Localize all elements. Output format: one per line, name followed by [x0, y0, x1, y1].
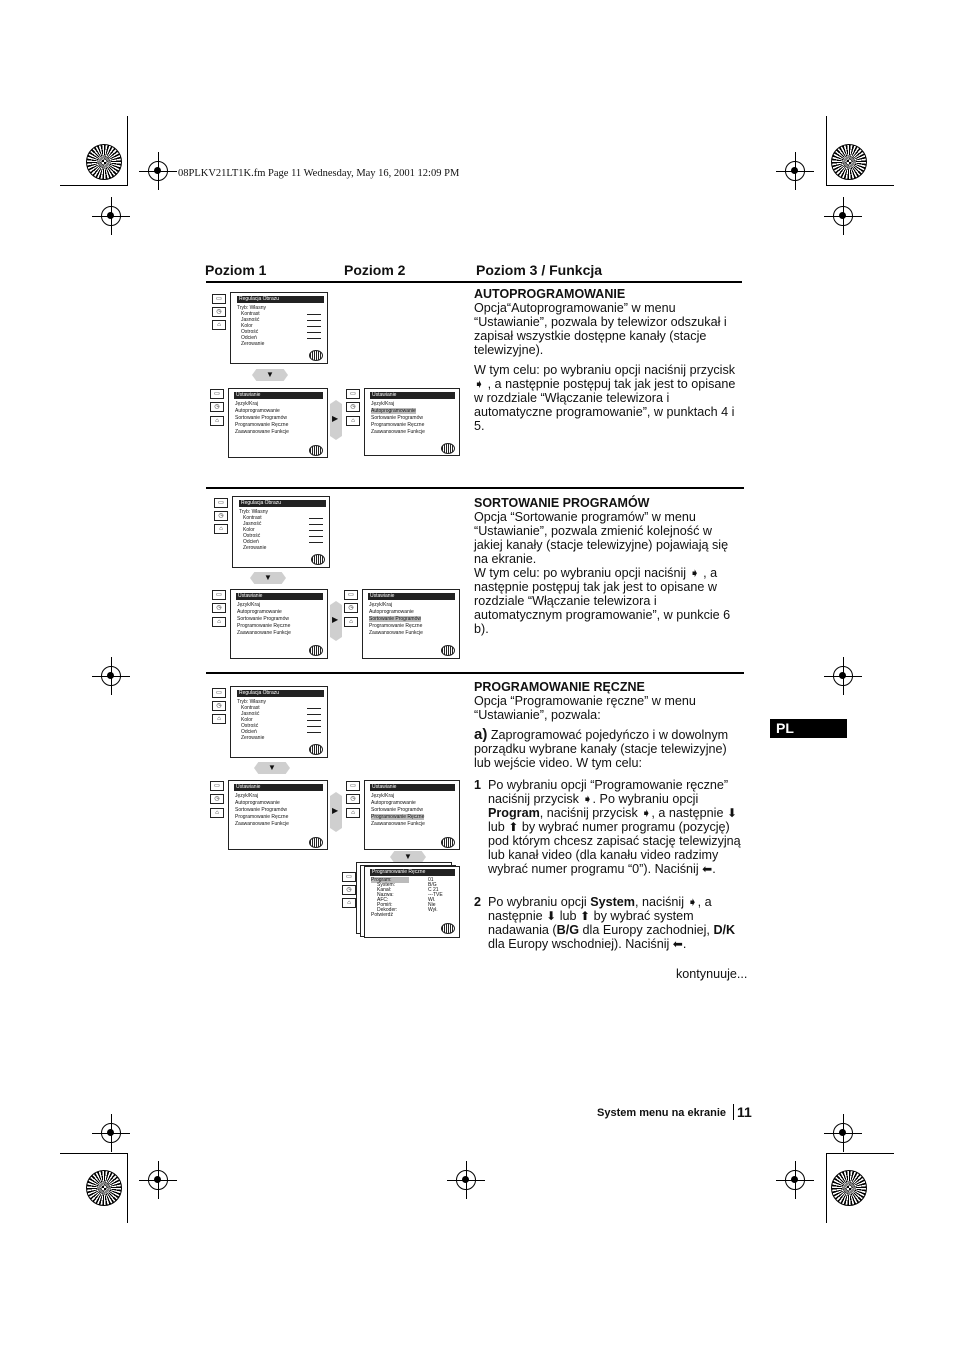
- text: Po wybraniu opcji: [488, 895, 587, 909]
- menu-item: Język/Kraj: [369, 602, 393, 608]
- clock-icon: ◷: [210, 794, 224, 804]
- manual-programming-screen: [364, 866, 460, 938]
- field-value: B/G: [428, 882, 437, 888]
- field-label: Dekoder:: [377, 907, 398, 913]
- crosshair-mark: [148, 1170, 168, 1190]
- text: .: [682, 937, 687, 951]
- menu-item: Tryb: Własny: [237, 305, 266, 311]
- right-arrow-icon: ➧: [474, 377, 485, 391]
- slider-bar: [309, 536, 323, 537]
- slider-bar: [309, 530, 323, 531]
- menu-item: Zaawansowane Funkcje: [371, 821, 425, 827]
- menu-item: Odcień: [241, 335, 257, 341]
- menu-item: Programowanie Ręczne: [371, 422, 425, 428]
- setup-icon: ⌂: [210, 416, 224, 426]
- text: , naciśnij: [635, 895, 685, 909]
- section-title: SORTOWANIE PROGRAMÓW: [474, 496, 650, 510]
- clock-icon: ◷: [344, 603, 358, 613]
- registration-star-bottom-right: [831, 1170, 867, 1206]
- screen-title: Ustawianie: [234, 392, 323, 399]
- field-value: Wł.: [428, 897, 436, 903]
- text: . Po wybraniu opcji: [592, 792, 699, 806]
- menu-item: Programowanie Ręczne: [369, 623, 423, 629]
- ok-button-icon: [441, 837, 455, 848]
- setup-icon: ⌂: [214, 524, 228, 534]
- menu-item: Autoprogramowanie: [369, 609, 414, 615]
- menu-item: Język/Kraj: [371, 401, 395, 407]
- column-level2: Poziom 2: [344, 262, 406, 278]
- ok-button-icon: [309, 350, 323, 361]
- setup-menu-screen: [228, 780, 328, 850]
- item-a: [474, 728, 744, 770]
- menu-item: Ostrość: [241, 723, 259, 729]
- menu-item: Kontrast: [243, 515, 262, 521]
- menu-item: Zerowanie: [243, 545, 267, 551]
- text: dla Europy wschodniej). Naciśnij: [488, 937, 670, 951]
- menu-item: Tryb: Własny: [237, 699, 266, 705]
- menu-item-selected: Sortowanie Programów: [369, 616, 421, 622]
- picture-menu-icon: ▭: [212, 590, 226, 600]
- crop-mark: [60, 1153, 128, 1154]
- setup-icon: ⌂: [212, 320, 226, 330]
- text: , a następnie: [488, 895, 712, 923]
- menu-item: Jasność: [241, 317, 260, 323]
- right-arrow-icon: ➧: [689, 566, 700, 580]
- slider-bar: [309, 542, 323, 543]
- slider-bar: [309, 524, 323, 525]
- menu-item: Autoprogramowanie: [235, 408, 280, 414]
- item-label: a): [474, 726, 488, 743]
- screen-title: Ustawianie: [234, 784, 323, 791]
- menu-item: Kolor: [243, 527, 255, 533]
- crop-mark: [60, 185, 128, 186]
- ok-button-icon: [441, 443, 455, 454]
- text: lub: [559, 909, 577, 923]
- menu-item: Zaawansowane Funkcje: [235, 821, 289, 827]
- picture-menu-icon: ▭: [210, 389, 224, 399]
- menu-item: Sortowanie Programów: [371, 415, 423, 421]
- setup-icon: ⌂: [212, 617, 226, 627]
- section-title: PROGRAMOWANIE RĘCZNE: [474, 680, 645, 694]
- field-value: ---TVE: [428, 892, 443, 898]
- down-arrow-icon: [250, 572, 286, 584]
- text: Program: [488, 806, 540, 820]
- slider-bar: [307, 326, 321, 327]
- down-arrow-icon: ⬇: [726, 806, 738, 820]
- section-manual-programming: [474, 680, 744, 722]
- menu-item: Zaawansowane Funkcje: [235, 429, 289, 435]
- text: lub: [488, 820, 505, 834]
- clock-icon: ◷: [212, 307, 226, 317]
- paragraph: Opcja “Sortowanie programów” w menu “Ustawianie”, pozwala zmienić kolejność w jakiej kanały (stacje telewizyjne) pojawiają się na ekranie.: [474, 510, 729, 566]
- clock-icon: ◷: [346, 794, 360, 804]
- registration-star-top-right: [831, 144, 867, 180]
- registration-star-top-left: [86, 144, 122, 180]
- text: Po wybraniu opcji “Programowanie ręczne” naciśnij przycisk: [488, 778, 729, 806]
- step-number: 1: [474, 778, 482, 792]
- field-label: Nazwa:: [377, 892, 394, 898]
- slider-bar: [307, 720, 321, 721]
- menu-item: Kontrast: [241, 705, 260, 711]
- continue-note: kontynuuje...: [676, 967, 748, 981]
- menu-item: Tryb: Własny: [239, 509, 268, 515]
- menu-item-selected: Autoprogramowanie: [371, 408, 416, 414]
- header-rule: [206, 281, 742, 283]
- picture-menu-icon: ▭: [346, 389, 360, 399]
- slider-bar: [307, 314, 321, 315]
- registration-star-bottom-left: [86, 1170, 122, 1206]
- crosshair-mark: [833, 666, 853, 686]
- slider-bar: [307, 320, 321, 321]
- menu-item: Autoprogramowanie: [235, 800, 280, 806]
- menu-item: Sortowanie Programów: [235, 415, 287, 421]
- paragraph: Opcja“Autoprogramowanie” w menu “Ustawianie”, pozwala by telewizor odszukał i zapisał wszystkie dostępne kanały (stacje telewizyjne).: [474, 301, 727, 357]
- setup-icon: ⌂: [210, 808, 224, 818]
- menu-item: Odcień: [241, 729, 257, 735]
- field-label: AFC:: [377, 897, 389, 903]
- clock-icon: ◷: [342, 885, 356, 895]
- picture-menu-screen: [230, 686, 328, 758]
- text: W tym celu: po wybraniu opcji naciśnij: [474, 566, 687, 580]
- menu-item: Sortowanie Programów: [237, 616, 289, 622]
- left-arrow-icon: ⬅: [702, 862, 713, 876]
- menu-item: Język/Kraj: [235, 793, 259, 799]
- ok-button-icon: [311, 554, 325, 565]
- right-nav-icon: [330, 601, 342, 641]
- text: by wybrać system nadawania (: [488, 909, 694, 937]
- crop-mark: [127, 116, 128, 186]
- ok-button-icon: [441, 923, 455, 934]
- menu-item: Kolor: [241, 323, 253, 329]
- crop-mark: [826, 116, 827, 186]
- up-arrow-icon: ⬆: [580, 909, 591, 923]
- menu-item: Zaawansowane Funkcje: [237, 630, 291, 636]
- page-header: 08PLKV21LT1K.fm Page 11 Wednesday, May 16, 2001 12:09 PM: [178, 168, 460, 179]
- menu-item: Sortowanie Programów: [371, 807, 423, 813]
- text: , a następnie: [651, 806, 724, 820]
- picture-menu-icon: ▭: [342, 872, 356, 882]
- screen-title: Ustawianie: [370, 784, 455, 791]
- paragraph: Opcja “Programowanie ręczne” w menu “Ustawianie”, pozwala:: [474, 694, 696, 722]
- text: D/K: [713, 923, 736, 937]
- right-arrow-icon: ➧: [641, 806, 652, 820]
- down-arrow-icon: [252, 369, 288, 381]
- setup-menu-screen-selected: [364, 780, 460, 850]
- field-value: Wył.: [428, 907, 438, 913]
- footer-divider: [733, 1104, 734, 1120]
- crosshair-mark: [833, 206, 853, 226]
- text: Zaprogramować pojedyńczo i w dowolnym porządku wybrane kanały (stacje telewizyjne) lub wejście video. W tym celu:: [474, 728, 729, 770]
- field-value: C 21: [428, 887, 439, 893]
- crosshair-mark: [148, 161, 168, 181]
- field-label: Potwierdź: [371, 912, 393, 918]
- menu-item: Ostrość: [241, 329, 259, 335]
- menu-item: Kontrast: [241, 311, 260, 317]
- slider-bar: [309, 518, 323, 519]
- column-level1: Poziom 1: [205, 262, 267, 278]
- step-2: [488, 895, 744, 951]
- language-tab-label: PL: [776, 720, 794, 736]
- setup-menu-screen: [228, 388, 328, 458]
- section-autoprogramming: [474, 287, 742, 433]
- text: , naciśnij przycisk: [539, 806, 638, 820]
- field-label: Kanał:: [377, 887, 392, 893]
- setup-icon: ⌂: [342, 898, 356, 908]
- field-value: 01: [428, 877, 434, 883]
- picture-menu-icon: ▭: [346, 781, 360, 791]
- language-tab: [770, 719, 847, 738]
- crop-mark: [826, 185, 894, 186]
- picture-menu-icon: ▭: [212, 688, 226, 698]
- screen-title: Regulacja Obrazu: [239, 500, 326, 507]
- picture-menu-icon: ▭: [344, 590, 358, 600]
- setup-menu-screen-selected: [362, 589, 460, 659]
- crosshair-mark: [101, 206, 121, 226]
- menu-item: Sortowanie Programów: [235, 807, 287, 813]
- menu-item: Autoprogramowanie: [371, 800, 416, 806]
- right-nav-icon: [330, 400, 342, 440]
- menu-item: Zerowanie: [241, 735, 265, 741]
- crosshair-mark: [456, 1170, 476, 1190]
- screen-title: Regulacja Obrazu: [237, 296, 324, 303]
- menu-item: Język/Kraj: [237, 602, 261, 608]
- menu-item: Kolor: [241, 717, 253, 723]
- field-label: Pomiń:: [377, 902, 393, 908]
- menu-item: Programowanie Ręczne: [235, 422, 289, 428]
- menu-item: Programowanie Ręczne: [235, 814, 289, 820]
- text: W tym celu: po wybraniu opcji naciśnij przycisk: [474, 363, 736, 377]
- menu-item: Zaawansowane Funkcje: [369, 630, 423, 636]
- right-arrow-icon: ➧: [687, 895, 698, 909]
- up-arrow-icon: ⬆: [508, 820, 519, 834]
- paragraph: [474, 363, 742, 433]
- setup-icon: ⌂: [346, 416, 360, 426]
- setup-icon: ⌂: [212, 714, 226, 724]
- menu-item: Język/Kraj: [235, 401, 259, 407]
- menu-item: Jasność: [243, 521, 262, 527]
- ok-button-icon: [309, 837, 323, 848]
- crop-mark: [127, 1153, 128, 1223]
- ok-button-icon: [441, 645, 455, 656]
- section-sort-programs: [474, 496, 744, 636]
- crosshair-mark: [785, 1170, 805, 1190]
- slider-bar: [307, 732, 321, 733]
- menu-item: Autoprogramowanie: [237, 609, 282, 615]
- field-label: System:: [377, 882, 396, 888]
- slider-bar: [307, 338, 321, 339]
- screen-title: Ustawianie: [368, 593, 455, 600]
- menu-item: Jasność: [241, 711, 260, 717]
- crosshair-mark: [833, 1123, 853, 1143]
- text: , a następnie postępuj tak jak jest to opisane w rozdziale “Włączanie telewizora i automatycznym programowanie”, w punkcie 6 b).: [474, 566, 731, 636]
- step-1: [488, 778, 744, 876]
- picture-menu-screen: [230, 292, 328, 364]
- crosshair-mark: [101, 666, 121, 686]
- slider-bar: [307, 714, 321, 715]
- clock-icon: ◷: [214, 511, 228, 521]
- menu-item: Język/Kraj: [371, 793, 395, 799]
- screen-title: Ustawianie: [236, 593, 323, 600]
- section-rule: [206, 672, 744, 674]
- crosshair-mark: [785, 161, 805, 181]
- picture-menu-screen: [232, 496, 330, 568]
- text: B/G: [556, 923, 580, 937]
- text: .: [712, 862, 716, 876]
- setup-menu-screen-selected: [364, 388, 460, 456]
- section-title: AUTOPROGRAMOWANIE: [474, 287, 626, 301]
- clock-icon: ◷: [212, 603, 226, 613]
- screen-title: Ustawianie: [370, 392, 455, 399]
- clock-icon: ◷: [212, 701, 226, 711]
- clock-icon: ◷: [346, 402, 360, 412]
- section-rule: [206, 487, 744, 489]
- crop-mark: [826, 1153, 827, 1223]
- picture-menu-icon: ▭: [214, 498, 228, 508]
- menu-item-selected: Programowanie Ręczne: [371, 814, 425, 820]
- picture-menu-icon: ▭: [212, 294, 226, 304]
- text: by wybrać numer programu (pozycję) pod którym chcesz zapisać stację telewizyjną lub kanał video (dla kanału video radzimy wybrać numer programu “0”). Naciśnij: [488, 820, 741, 876]
- screen-title: Programowanie Ręczne: [370, 869, 455, 876]
- down-arrow-icon: ⬇: [546, 909, 557, 923]
- text: System: [590, 895, 636, 909]
- column-level3: Poziom 3 / Funkcja: [476, 262, 603, 278]
- slider-bar: [307, 708, 321, 709]
- right-nav-icon: [330, 792, 342, 832]
- screen-title: Regulacja Obrazu: [237, 690, 324, 697]
- clock-icon: ◷: [210, 402, 224, 412]
- slider-bar: [307, 726, 321, 727]
- ok-button-icon: [309, 645, 323, 656]
- menu-item: Zerowanie: [241, 341, 265, 347]
- ok-button-icon: [309, 744, 323, 755]
- field-label: Program:: [371, 877, 409, 883]
- menu-item: Zaawansowane Funkcje: [371, 429, 425, 435]
- menu-item: Odcień: [243, 539, 259, 545]
- setup-menu-screen: [230, 589, 328, 659]
- crop-mark: [826, 1153, 894, 1154]
- text: , a następnie postępuj tak jak jest to opisane w rozdziale “Włączanie telewizora i automatyczne programowanie”, w punktach 4 i 5.: [474, 377, 736, 433]
- footer-section: System menu na ekranie: [597, 1107, 727, 1119]
- field-value: Nie: [428, 902, 436, 908]
- right-arrow-icon: ➧: [582, 792, 593, 806]
- paragraph: [474, 566, 744, 636]
- setup-icon: ⌂: [346, 808, 360, 818]
- down-arrow-icon: [254, 762, 290, 774]
- crosshair-mark: [101, 1123, 121, 1143]
- slider-bar: [307, 332, 321, 333]
- setup-icon: ⌂: [344, 617, 358, 627]
- menu-item: Ostrość: [243, 533, 261, 539]
- picture-menu-icon: ▭: [210, 781, 224, 791]
- left-arrow-icon: ⬅: [672, 937, 683, 951]
- ok-button-icon: [309, 445, 323, 456]
- text: dla Europy zachodniej,: [582, 923, 710, 937]
- step-number: 2: [474, 895, 482, 909]
- page-number: 11: [737, 1104, 752, 1120]
- menu-item: Programowanie Ręczne: [237, 623, 291, 629]
